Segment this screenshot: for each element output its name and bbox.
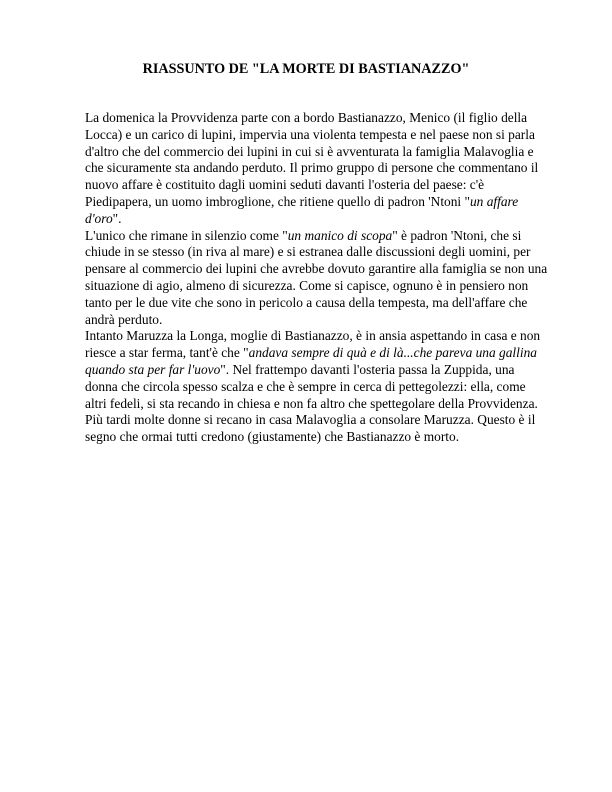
text-segment: andrà perduto. bbox=[85, 311, 163, 327]
text-segment: situazione di agio, almeno di sicurezza. Come si capisce, ognuno è in pensiero non bbox=[85, 277, 529, 293]
text-segment: d'altro che del commercio dei lupini in cui si è avventurata la famiglia Malavoglia e bbox=[85, 143, 534, 159]
text-segment: ". Nel frattempo davanti l'osteria passa la Zuppida, una bbox=[220, 361, 515, 377]
text-segment: che sicuramente sta andando perduto. Il primo gruppo di persone che commentano il bbox=[85, 160, 539, 176]
text-line bbox=[85, 194, 530, 211]
document-title: RIASSUNTO DE "LA MORTE DI BASTIANAZZO" bbox=[142, 61, 470, 77]
text-segment: chiude in se stesso (in riva al mare) e si estranea dalle discussioni degli uomini, per bbox=[85, 244, 531, 260]
text-line bbox=[85, 362, 530, 379]
italic-quote: quando sta per far l'uovo bbox=[85, 361, 221, 377]
text-line bbox=[85, 345, 537, 362]
italic-quote: un manico di scopa bbox=[287, 227, 393, 243]
text-line bbox=[85, 261, 548, 278]
text-line bbox=[85, 328, 541, 345]
text-line bbox=[85, 412, 536, 429]
text-line bbox=[85, 211, 530, 228]
text-line bbox=[85, 429, 530, 446]
text-segment: Più tardi molte donne si recano in casa Malavoglia a consolare Maruzza. Questo è il bbox=[85, 412, 536, 428]
text-line bbox=[85, 278, 530, 295]
text-line bbox=[85, 295, 530, 312]
text-segment: nuovo affare è costituito dagli uomini seduti davanti l'osteria del paese: c'è bbox=[85, 177, 485, 193]
text-segment: segno che ormai tutti credono (giustamente) che Bastianazzo è morto. bbox=[85, 429, 460, 445]
text-segment: pensare al commercio dei lupini che avrebbe dovuto garantire alla famiglia se non una bbox=[85, 261, 548, 277]
text-line bbox=[85, 244, 530, 261]
text-segment: Piedipapera, un uomo imbroglione, che ritiene quello di padron 'Ntoni " bbox=[85, 193, 470, 209]
text-line bbox=[85, 110, 530, 127]
italic-quote: un affare bbox=[469, 193, 519, 209]
text-segment: L'unico che rimane in silenzio come " bbox=[85, 227, 288, 243]
text-segment: tanto per le due vite che sono in pericolo a causa della tempesta, ma dell'affare che bbox=[85, 294, 528, 310]
text-line bbox=[85, 312, 530, 329]
text-line bbox=[85, 143, 534, 161]
text-segment: Intanto Maruzza la Longa, moglie di Bastianazzo, è in ansia aspettando in casa e non bbox=[85, 328, 541, 344]
italic-quote: d'oro bbox=[85, 210, 113, 226]
text-line bbox=[85, 160, 539, 177]
text-segment: donna che circola spesso scalza e che è sempre in cerca di pettegolezzi: ella, come bbox=[85, 378, 526, 394]
text-line bbox=[85, 126, 535, 144]
text-line bbox=[85, 177, 530, 194]
text-segment: La domenica la Provvidenza parte con a bordo Bastianazzo, Menico (il figlio della bbox=[85, 110, 528, 125]
text-segment: ". bbox=[112, 210, 122, 226]
text-segment: riesce a star ferma, tant'è che " bbox=[85, 345, 249, 361]
text-segment: altri fedeli, si sta recando in chiesa e non fa altro che spettegolare della Provvidenza. bbox=[85, 395, 538, 411]
text-segment: " è padron 'Ntoni, che si bbox=[392, 227, 522, 243]
text-line bbox=[85, 379, 530, 396]
italic-quote: andava sempre di quà e di là...che pareva una gallina bbox=[248, 345, 537, 361]
text-line bbox=[85, 395, 538, 413]
text-line bbox=[85, 228, 530, 245]
summary-text bbox=[85, 110, 548, 446]
text-segment: Locca) e un carico di lupini, impervia una violenta tempesta e nel paese non si parla bbox=[85, 126, 535, 142]
